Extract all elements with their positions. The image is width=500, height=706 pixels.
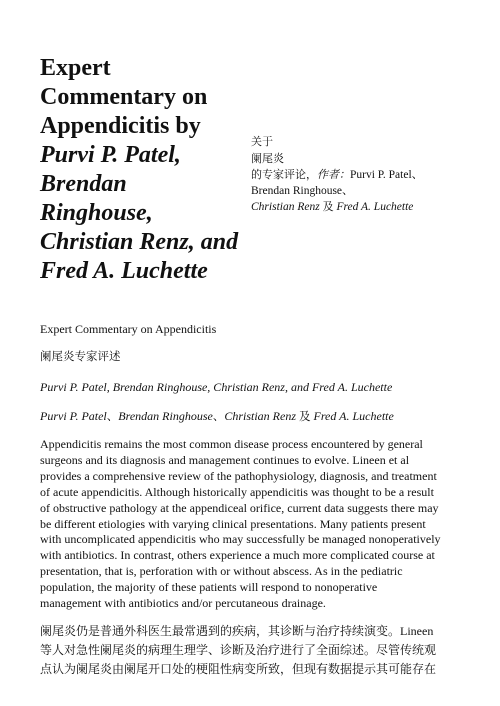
paragraph-line: provides a comprehensive review of the pathophysiology, diagnosis, and treatment (40, 468, 437, 483)
translated-title-author: Brendan Ringhouse、 (251, 184, 354, 197)
abstract-paragraph-zh (40, 622, 470, 679)
author-name: Christian Renz (224, 409, 296, 423)
paragraph-line (40, 622, 470, 641)
title-author-line: Fred A. Luchette (40, 258, 208, 284)
paragraph-text: Lineen (400, 624, 434, 638)
translated-title-conjunction: 及 (322, 200, 334, 213)
translated-title-line: 阑尾炎 (251, 151, 284, 165)
translated-title (251, 134, 466, 216)
title-line: Expert (40, 55, 111, 81)
title-line: Commentary on (40, 84, 208, 110)
paragraph-line: Appendicitis remains the most common disease process encountered by general (40, 437, 423, 451)
authors-en: Purvi P. Patel, Brendan Ringhouse, Christian Renz, and Fred A. Luchette (40, 380, 393, 394)
translated-title-line: 的专家评论， (251, 168, 317, 181)
title-author-line: Ringhouse, (40, 200, 153, 226)
author-conjunction: 及 (299, 409, 311, 423)
paragraph-line: with antibiotics. In contrast, others experience a much more complicated course at (40, 548, 435, 563)
paragraph-line: population, the majority of these patients will respond to nonoperative (40, 580, 378, 595)
title-author-line: Christian Renz, and (40, 229, 239, 255)
abstract-paragraph-en (40, 437, 470, 612)
authors-zh (40, 409, 460, 424)
paragraph-line: 等人对急性阑尾炎的病理生理学、诊断及治疗进行了全面综述。尽管传统观 (40, 643, 437, 657)
paragraph-text: 阑尾炎仍是普通外科医生最常遇到的疾病，其诊断与治疗持续演变。 (40, 624, 401, 638)
section-heading-en: Expert Commentary on Appendicitis (40, 322, 217, 336)
translated-title-author: Christian Renz (251, 201, 320, 213)
translated-title-author: Fred A. Luchette (336, 201, 414, 213)
author-name: Purvi P. Patel (40, 409, 107, 423)
paragraph-line: surgeons and its diagnosis and management continues to evolve. Lineen et al (40, 452, 410, 467)
author-name: Brendan Ringhouse (118, 409, 213, 423)
author-separator: 、 (212, 409, 225, 423)
translated-title-author-label: 作者： (317, 168, 350, 181)
author-separator: 、 (106, 409, 119, 423)
paragraph-line: presentation, that is, perforation with or without abscess. As in the pediatric (40, 564, 403, 579)
author-name: Fred A. Luchette (313, 409, 394, 423)
paragraph-line: be different etiologies with varying clinical presentations. Many patients present (40, 516, 426, 531)
section-heading-zh: 阑尾炎专家评述 (40, 349, 121, 363)
paragraph-line: with uncomplicated appendicitis who may successfully be managed nonoperatively (40, 532, 441, 547)
paragraph-line: management with antibiotics and/or percutaneous drainage. (40, 596, 326, 611)
title-author-line: Purvi P. Patel, (40, 142, 181, 168)
document-title (40, 54, 270, 286)
title-line: Appendicitis by (40, 113, 201, 139)
paragraph-line: of obstructive pathology at the appendiceal orifice, current data suggests there may (40, 500, 439, 515)
paragraph-line: of acute appendicitis. Although historically appendicitis was thought to be a result (40, 484, 434, 499)
translated-title-line: 关于 (251, 135, 273, 148)
title-author-line: Brendan (40, 171, 127, 197)
paragraph-line: 点认为阑尾炎由阑尾开口处的梗阻性病变所致，但现有数据提示其可能存在 (40, 662, 437, 676)
translated-title-author: Purvi P. Patel、 (350, 169, 424, 181)
